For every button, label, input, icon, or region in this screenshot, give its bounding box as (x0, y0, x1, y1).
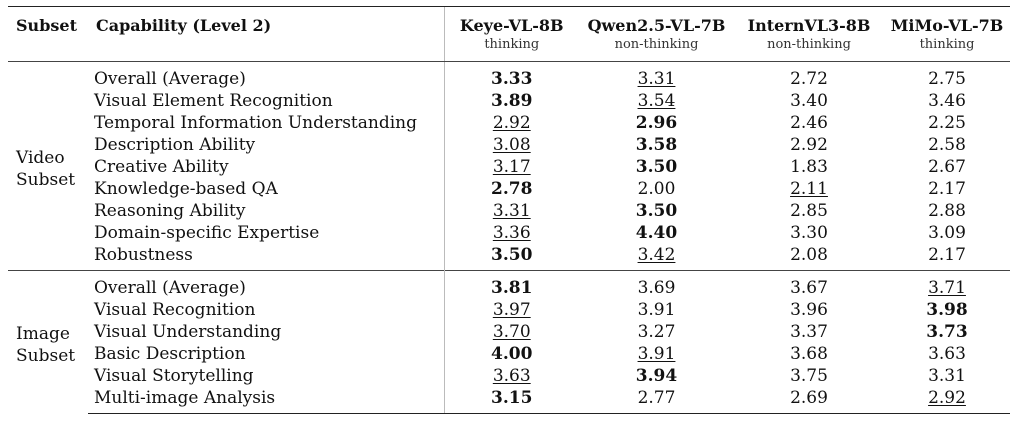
score-cell (444, 321, 579, 343)
capability-name: Visual Element Recognition (94, 90, 333, 111)
score-cell (579, 299, 734, 321)
score-value: 3.37 (790, 321, 828, 342)
score-cell (444, 62, 579, 91)
score-value: 2.08 (790, 244, 828, 265)
table-row (8, 156, 1010, 178)
capability-name: Visual Storytelling (94, 365, 254, 386)
score-cell (884, 200, 1010, 222)
score-cell (579, 156, 734, 178)
table-row (8, 244, 1010, 271)
score-cell (579, 343, 734, 365)
score-value: 2.46 (790, 112, 828, 133)
score-value: 3.50 (491, 244, 533, 265)
capability-name: Visual Understanding (94, 321, 282, 342)
score-value: 2.25 (928, 112, 966, 133)
score-value: 3.31 (492, 200, 531, 221)
score-value: 3.67 (790, 277, 828, 298)
model-header-internvl: InternVL3-8B (734, 7, 884, 36)
score-value: 3.33 (491, 68, 533, 89)
score-cell (444, 178, 579, 200)
score-cell (444, 244, 579, 271)
score-cell (734, 271, 884, 300)
score-cell (579, 62, 734, 91)
score-value: 2.92 (492, 112, 531, 133)
score-cell (734, 134, 884, 156)
model-header-keye: Keye-VL-8B (444, 7, 579, 36)
header-mode-row (8, 35, 1010, 62)
score-value: 3.71 (928, 277, 966, 298)
image-subset-section (8, 271, 1010, 414)
score-cell (579, 321, 734, 343)
score-cell (444, 134, 579, 156)
score-cell (884, 321, 1010, 343)
table-row (8, 112, 1010, 134)
subset-header: Subset (8, 7, 88, 36)
score-cell (579, 90, 734, 112)
score-value: 2.58 (928, 134, 966, 155)
score-value: 3.36 (492, 222, 531, 243)
score-cell (579, 134, 734, 156)
score-value: 2.17 (928, 178, 966, 199)
score-value: 3.70 (492, 321, 531, 342)
model-header-mimo: MiMo-VL-7B (884, 7, 1010, 36)
score-cell (444, 343, 579, 365)
capability-name: Creative Ability (94, 156, 229, 177)
score-value: 2.17 (928, 244, 966, 265)
score-value: 4.00 (491, 343, 533, 364)
score-cell (884, 178, 1010, 200)
score-cell (444, 200, 579, 222)
image-subset-label: Image Subset (8, 271, 88, 414)
score-value: 3.94 (635, 365, 678, 386)
score-cell (884, 112, 1010, 134)
score-cell (579, 222, 734, 244)
score-value: 2.92 (790, 134, 828, 155)
score-cell (444, 365, 579, 387)
score-value: 2.77 (637, 387, 676, 408)
table-row (8, 222, 1010, 244)
capability-name: Overall (Average) (88, 271, 444, 300)
score-value: 3.91 (637, 299, 676, 320)
score-cell (734, 387, 884, 414)
score-value: 3.54 (637, 90, 676, 111)
mode-mimo: thinking (884, 35, 1010, 62)
score-value: 3.63 (492, 365, 531, 386)
score-cell (734, 365, 884, 387)
score-value: 3.42 (637, 244, 676, 265)
table-row (8, 178, 1010, 200)
score-cell (444, 90, 579, 112)
score-value: 3.97 (492, 299, 531, 320)
score-value: 3.81 (491, 277, 533, 298)
score-value: 3.31 (637, 68, 676, 89)
score-value: 3.15 (491, 387, 533, 408)
score-value: 2.88 (928, 200, 966, 221)
score-value: 3.40 (790, 90, 828, 111)
score-value: 2.96 (635, 112, 678, 133)
score-value: 2.92 (928, 387, 966, 408)
header-row (8, 7, 1010, 36)
score-value: 2.11 (790, 178, 828, 199)
table-row (8, 134, 1010, 156)
table-row (8, 343, 1010, 365)
score-cell (444, 271, 579, 300)
score-cell (444, 112, 579, 134)
score-cell (884, 271, 1010, 300)
capability-name: Temporal Information Understanding (94, 112, 417, 133)
score-value: 2.69 (790, 387, 828, 408)
score-cell (579, 244, 734, 271)
capability-name: Multi-image Analysis (88, 387, 444, 414)
score-value: 2.00 (637, 178, 676, 199)
score-value: 2.75 (928, 68, 966, 89)
capability-name: Overall (Average) (94, 68, 246, 89)
capability-name: Visual Recognition (94, 299, 256, 320)
capability-results-table (8, 6, 1010, 414)
score-value: 2.85 (790, 200, 828, 221)
score-cell (734, 90, 884, 112)
score-cell (444, 156, 579, 178)
score-cell (884, 343, 1010, 365)
score-cell (444, 299, 579, 321)
capability-name: Domain-specific Expertise (94, 222, 320, 243)
mode-keye: thinking (444, 35, 579, 62)
score-cell (884, 222, 1010, 244)
model-header-qwen: Qwen2.5-VL-7B (579, 7, 734, 36)
score-cell (579, 200, 734, 222)
score-value: 3.98 (926, 299, 968, 320)
mode-internvl: non-thinking (734, 35, 884, 62)
table-row (8, 387, 1010, 414)
capability-name: Description Ability (94, 134, 256, 155)
capability-name: Knowledge-based QA (94, 178, 278, 199)
capability-name: Basic Description (94, 343, 246, 364)
video-subset-section (8, 62, 1010, 271)
score-cell (579, 112, 734, 134)
score-cell (734, 200, 884, 222)
score-value: 2.78 (491, 178, 533, 199)
mode-qwen: non-thinking (579, 35, 734, 62)
score-cell (734, 178, 884, 200)
score-value: 3.91 (637, 343, 676, 364)
score-value: 2.67 (928, 156, 966, 177)
score-value: 3.75 (790, 365, 828, 386)
score-value: 2.72 (790, 68, 828, 89)
score-cell (884, 387, 1010, 414)
score-value: 3.58 (635, 134, 678, 155)
score-value: 3.63 (928, 343, 966, 364)
table-row (8, 365, 1010, 387)
capability-header: Capability (Level 2) (88, 7, 444, 36)
score-cell (579, 178, 734, 200)
table-row (8, 200, 1010, 222)
score-value: 3.89 (491, 90, 533, 111)
score-value: 3.30 (790, 222, 828, 243)
table-row (8, 299, 1010, 321)
score-value: 3.73 (926, 321, 968, 342)
score-cell (444, 222, 579, 244)
score-cell (734, 222, 884, 244)
capability-name: Reasoning Ability (94, 200, 246, 221)
video-subset-label: Video Subset (16, 148, 76, 190)
score-cell (579, 387, 734, 414)
score-value: 3.09 (928, 222, 966, 243)
score-value: 3.31 (928, 365, 966, 386)
score-value: 3.46 (928, 90, 966, 111)
score-cell (734, 321, 884, 343)
table-row (8, 271, 1010, 300)
score-cell (734, 299, 884, 321)
score-value: 3.17 (492, 156, 531, 177)
score-cell (734, 112, 884, 134)
score-value: 1.83 (790, 156, 828, 177)
score-value: 3.68 (790, 343, 828, 364)
score-value: 4.40 (635, 222, 678, 243)
table-row (8, 321, 1010, 343)
score-cell (734, 62, 884, 91)
table-row (8, 90, 1010, 112)
score-cell (884, 90, 1010, 112)
score-cell (444, 387, 579, 414)
table-row (8, 62, 1010, 91)
score-cell (884, 62, 1010, 91)
score-value: 3.96 (790, 299, 828, 320)
score-value: 3.50 (635, 156, 678, 177)
score-value: 3.69 (637, 277, 676, 298)
score-value: 3.08 (492, 134, 531, 155)
score-cell (734, 343, 884, 365)
score-cell (579, 271, 734, 300)
score-cell (579, 365, 734, 387)
score-cell (734, 244, 884, 271)
score-cell (884, 299, 1010, 321)
score-cell (884, 365, 1010, 387)
score-value: 3.50 (635, 200, 678, 221)
capability-name: Robustness (94, 244, 193, 265)
score-cell (884, 156, 1010, 178)
score-cell (734, 156, 884, 178)
score-value: 3.27 (637, 321, 676, 342)
score-cell (884, 134, 1010, 156)
score-cell (884, 244, 1010, 271)
